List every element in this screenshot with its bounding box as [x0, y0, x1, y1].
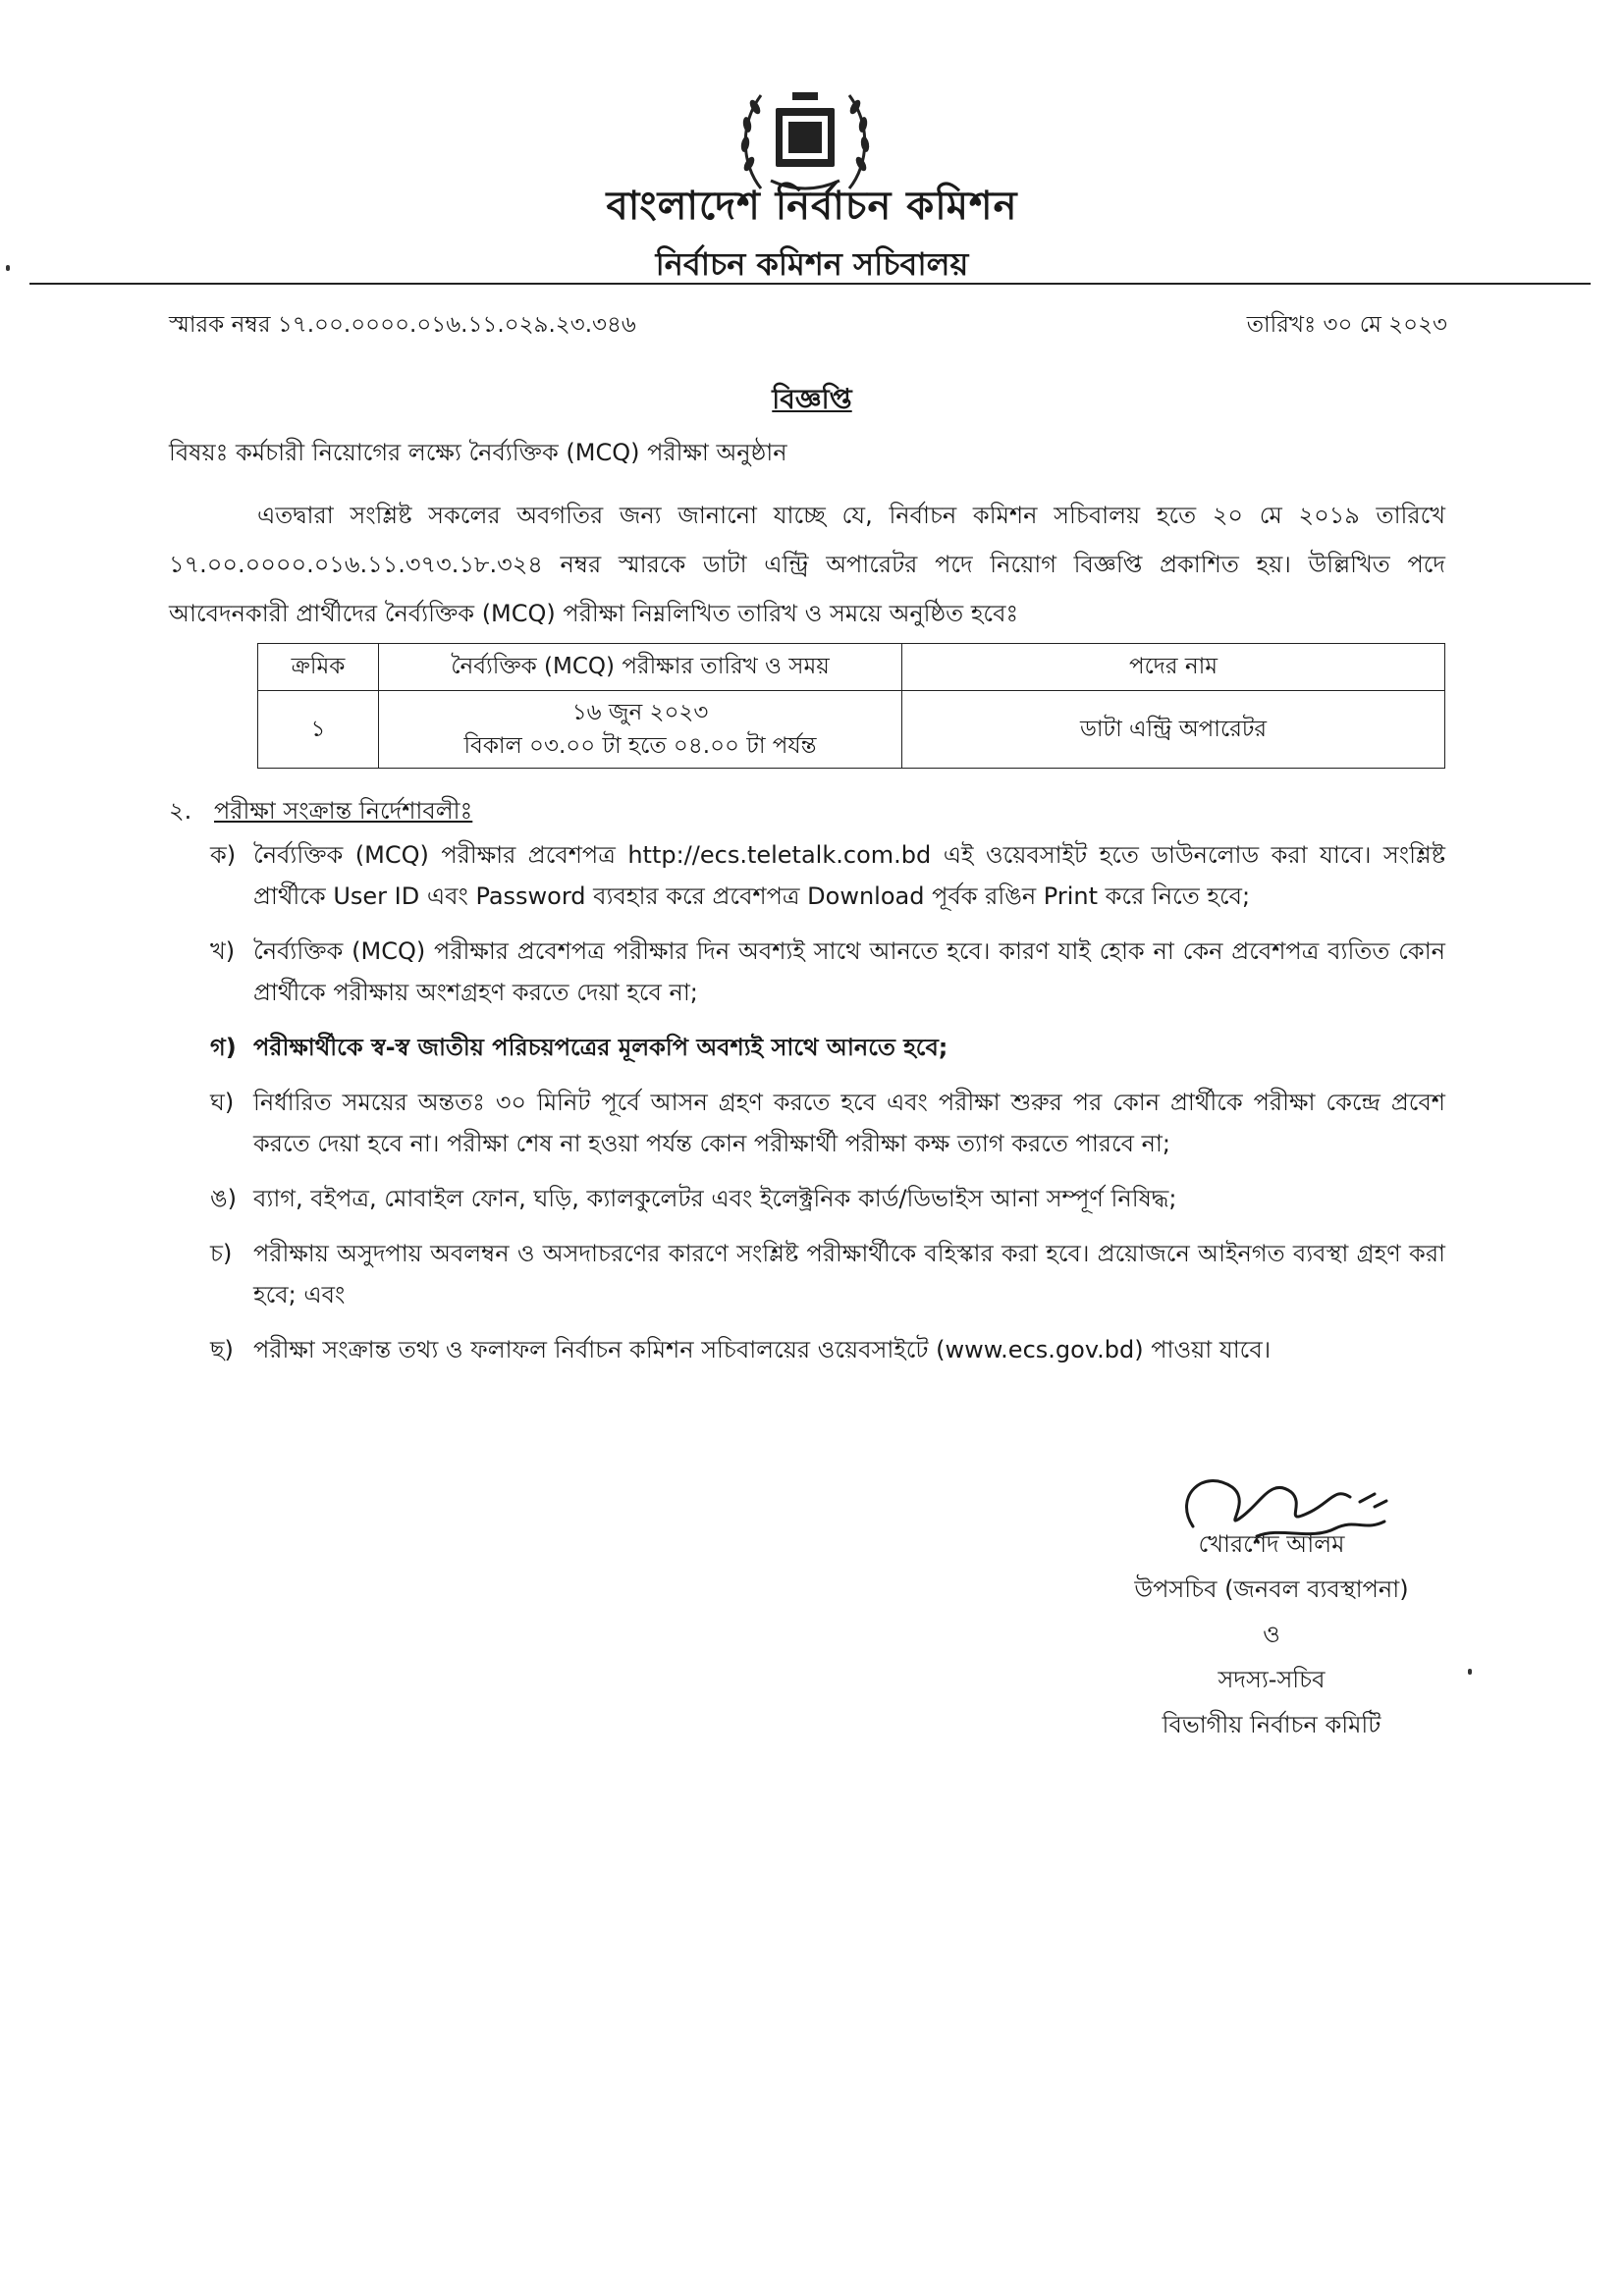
table-cell-datetime — [379, 691, 902, 769]
notice-intro: এতদ্বারা সংশ্লিষ্ট সকলের অবগতির জন্য জানানো যাচ্ছে যে, নির্বাচন কমিশন সচিবালয় হতে ২০ মে ২০১৯ তারিখে ১৭.০০.০০০০.০১৬.১১.৩৭৩.১৮.৩২৪ নম্বর স্মারকে ডাটা এন্ট্রি অপারেটর পদে নিয়োগ বিজ্ঞপ্তি প্রকাশিত হয়। উল্লিখিত পদে আবেদনকারী প্রার্থীদের নৈর্ব্যক্তিক (MCQ) পরীক্ষা নিম্নলিখিত তারিখ ও সময়ে অনুষ্ঠিত হবেঃ — [169, 502, 1445, 627]
section-title: পরীক্ষা সংক্রান্ত নির্দেশাবলীঃ — [214, 797, 473, 825]
signatory-block — [1060, 1522, 1483, 1747]
list-item-text: পরীক্ষায় অসুদপায় অবলম্বন ও অসদাচরণের কারণে সংশ্লিষ্ট পরীক্ষার্থীকে বহিস্কার করা হবে। প্রয়োজনে আইনগত ব্যবস্থা গ্রহণ করা হবে; এবং — [253, 1240, 1445, 1308]
list-item-text: নৈর্ব্যক্তিক (MCQ) পরীক্ষার প্রবেশপত্র http://ecs.teletalk.com.bd এই ওয়েবসাইট হতে ডাউনলোড করা যাবে। সংশ্লিষ্ট প্রার্থীকে User ID এবং Password ব্যবহার করে প্রবেশপত্র Download পূর্বক রঙিন Print করে নিতে হবে; — [253, 841, 1445, 910]
list-item-marker: চ) — [210, 1240, 233, 1267]
list-item — [210, 931, 1445, 1013]
organization-name: বাংলাদেশ নির্বাচন কমিশন — [606, 184, 1018, 229]
notice-subject: বিষয়ঃ কর্মচারী নিয়োগের লক্ষ্যে নৈর্ব্যক্তিক (MCQ) পরীক্ষা অনুষ্ঠান — [169, 439, 787, 466]
exam-time: বিকাল ০৩.০০ টা হতে ০৪.০০ টা পর্যন্ত — [463, 733, 817, 759]
signatory-committee: বিভাগীয় নির্বাচন কমিটি — [1162, 1711, 1381, 1738]
notice-title: বিজ্ঞপ্তি — [772, 383, 852, 415]
exam-date: ১৬ জুন ২০২৩ — [571, 700, 709, 725]
exam-schedule-table — [257, 643, 1445, 769]
list-item — [210, 1027, 1445, 1068]
list-item — [210, 1329, 1445, 1370]
list-item-marker: ঘ) — [210, 1089, 235, 1116]
memo-number: স্মারক নম্বর ১৭.০০.০০০০.০১৬.১১.০২৯.২৩.৩৪৬ — [169, 312, 636, 338]
table-cell-serial: ১ — [258, 691, 379, 769]
list-item-text: নৈর্ব্যক্তিক (MCQ) পরীক্ষার প্রবেশপত্র পরীক্ষার দিন অবশ্যই সাথে আনতে হবে। কারণ যাই হোক না কেন প্রবেশপত্র ব্যতিত কোন প্রার্থীকে পরীক্ষায় অংশগ্রহণ করতে দেয়া হবে না; — [253, 937, 1445, 1006]
list-item-text: পরীক্ষার্থীকে স্ব-স্ব জাতীয় পরিচয়পত্রের মূলকপি অবশ্যই সাথে আনতে হবে; — [253, 1034, 948, 1061]
table-header-post: পদের নাম — [902, 644, 1445, 691]
list-item-marker: খ) — [210, 937, 236, 965]
list-item-marker: ক) — [210, 841, 237, 869]
list-item — [210, 1233, 1445, 1315]
signatory-conjunction: ও — [1263, 1621, 1280, 1648]
list-item-marker: ছ) — [210, 1336, 234, 1363]
section-number: ২. — [169, 797, 192, 825]
memo-date: তারিখঃ ৩০ মে ২০২৩ — [1246, 312, 1447, 338]
signatory-role: সদস্য-সচিব — [1218, 1666, 1326, 1693]
list-item-text: পরীক্ষা সংক্রান্ত তথ্য ও ফলাফল নির্বাচন কমিশন সচিবালয়ের ওয়েবসাইটে (www.ecs.gov.bd) পাওয়া যাবে। — [253, 1336, 1272, 1363]
scan-speck — [1468, 1669, 1472, 1675]
table-row — [258, 691, 1445, 769]
header-divider — [29, 283, 1591, 285]
table-header-datetime: নৈর্ব্যক্তিক (MCQ) পরীক্ষার তারিখ ও সময় — [379, 644, 902, 691]
list-item-marker: গ) — [210, 1034, 237, 1061]
table-header-serial: ক্রমিক — [258, 644, 379, 691]
list-item — [210, 1082, 1445, 1164]
organization-subtitle: নির্বাচন কমিশন সচিবালয় — [655, 245, 969, 283]
list-item-text: নির্ধারিত সময়ের অন্ততঃ ৩০ মিনিট পূর্বে আসন গ্রহণ করতে হবে এবং পরীক্ষা শুরুর পর কোন প্রার্থীকে পরীক্ষা কেন্দ্রে প্রবেশ করতে দেয়া হবে না। পরীক্ষা শেষ না হওয়া পর্যন্ত কোন পরীক্ষার্থী পরীক্ষা কক্ষ ত্যাগ করতে পারবে না; — [253, 1089, 1445, 1157]
list-item — [210, 834, 1445, 917]
instructions-list — [210, 834, 1445, 1384]
list-item — [210, 1178, 1445, 1219]
scan-speck — [6, 265, 10, 271]
signatory-name: খোরশেদ আলম — [1198, 1530, 1345, 1558]
table-cell-post: ডাটা এন্ট্রি অপারেটর — [902, 691, 1445, 769]
table-header-row — [258, 644, 1445, 691]
list-item-text: ব্যাগ, বইপত্র, মোবাইল ফোন, ঘড়ি, ক্যালকুলেটর এবং ইলেক্ট্রনিক কার্ড/ডিভাইস আনা সম্পূর্ণ নিষিদ্ধ; — [253, 1185, 1177, 1212]
list-item-marker: ঙ) — [210, 1185, 237, 1212]
signatory-designation: উপসচিব (জনবল ব্যবস্থাপনা) — [1134, 1575, 1409, 1603]
